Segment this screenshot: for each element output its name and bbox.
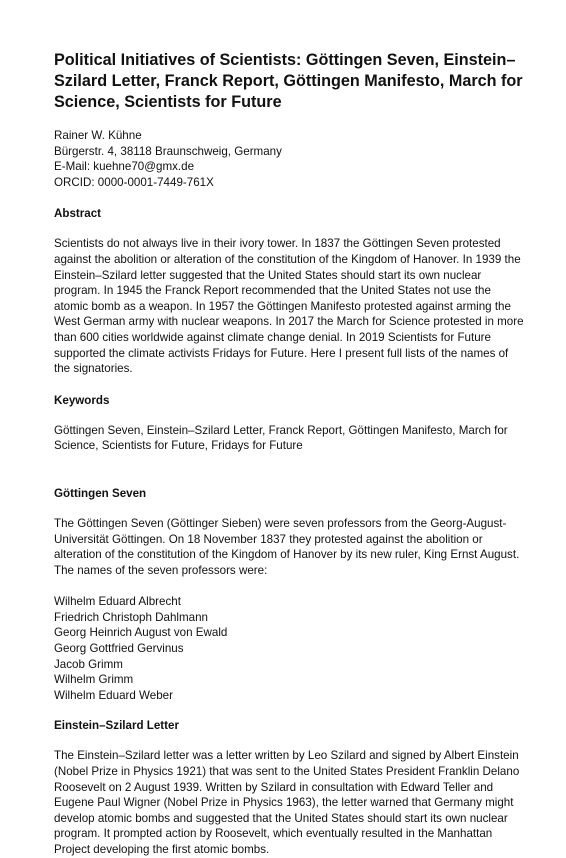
- list-item: Wilhelm Eduard Weber: [54, 688, 173, 702]
- author-address: Bürgerstr. 4, 38118 Braunschweig, Germany: [54, 144, 282, 158]
- paper-page: [54, 50, 524, 858]
- paper-title: Political Initiatives of Scientists: Göttingen Seven, Einstein–Szilard Letter, Franck Report, Göttingen Manifesto, March for Science, Scientists for Future: [54, 51, 523, 111]
- keywords-heading: Keywords: [54, 393, 110, 407]
- abstract-text: Scientists do not always live in their ivory tower. In 1837 the Göttingen Seven protested against the abolition or alteration of the constitution of the Kingdom of Hanover. In 1939 the Einstein–Szilard letter suggested that the United States should start its own nuclear program. In 1945 the Franck Report recommended that the United States not use the atomic bomb as a weapon. In 1957 the Göttingen Manifesto protested against arming the West German army with nuclear weapons. In 2017 the March for Science protested in more than 600 cities worldwide against climate change denial. In 2019 Scientists for Future supported the climate activists Fridays for Future. Here I present full lists of the names of the signatories.: [54, 237, 524, 376]
- einstein-szilard-text: The Einstein–Szilard letter was a letter written by Leo Szilard and signed by Albert Einstein (Nobel Prize in Physics 1921) that was sent to the United States President Franklin Delano Roosevelt on 2 August 1939. Written by Szilard in consultation with Edward Teller and Eugene Paul Wigner (Nobel Prize in Physics 1963), the letter warned that Germany might develop atomic bombs and suggested that the United States should start its own nuclear program. It prompted action by Roosevelt, which eventually resulted in the Manhattan Project developing the first atomic bombs.: [54, 749, 520, 856]
- abstract-heading: Abstract: [54, 207, 102, 221]
- list-item: Georg Gottfried Gervinus: [54, 642, 184, 656]
- einstein-szilard-heading: Einstein–Szilard Letter: [54, 719, 179, 733]
- list-item: Jacob Grimm: [54, 657, 123, 671]
- author-name: Rainer W. Kühne: [54, 129, 142, 142]
- list-item: Friedrich Christoph Dahlmann: [54, 610, 209, 624]
- author-orcid: ORCID: 0000-0001-7449-761X: [54, 175, 214, 189]
- author-email: E-Mail: kuehne70@gmx.de: [54, 160, 195, 174]
- list-item: Wilhelm Grimm: [54, 673, 134, 687]
- keywords-text: Göttingen Seven, Einstein–Szilard Letter, Franck Report, Göttingen Manifesto, March for Science, Scientists for Future, Fridays for Future: [54, 423, 508, 453]
- gottingen-seven-text: The Göttingen Seven (Göttinger Sieben) were seven professors from the Georg-August-Universität Göttingen. On 18 November 1837 they protested against the abolition or alteration of the constitution of the Kingdom of Hanover by its new ruler, King Ernst August. The names of the seven professors were:: [54, 516, 520, 577]
- gottingen-seven-heading: Göttingen Seven: [54, 486, 147, 500]
- list-item: Georg Heinrich August von Ewald: [54, 626, 228, 640]
- list-item: Wilhelm Eduard Albrecht: [54, 595, 181, 609]
- author-block: [54, 128, 524, 190]
- professor-list: [54, 594, 524, 703]
